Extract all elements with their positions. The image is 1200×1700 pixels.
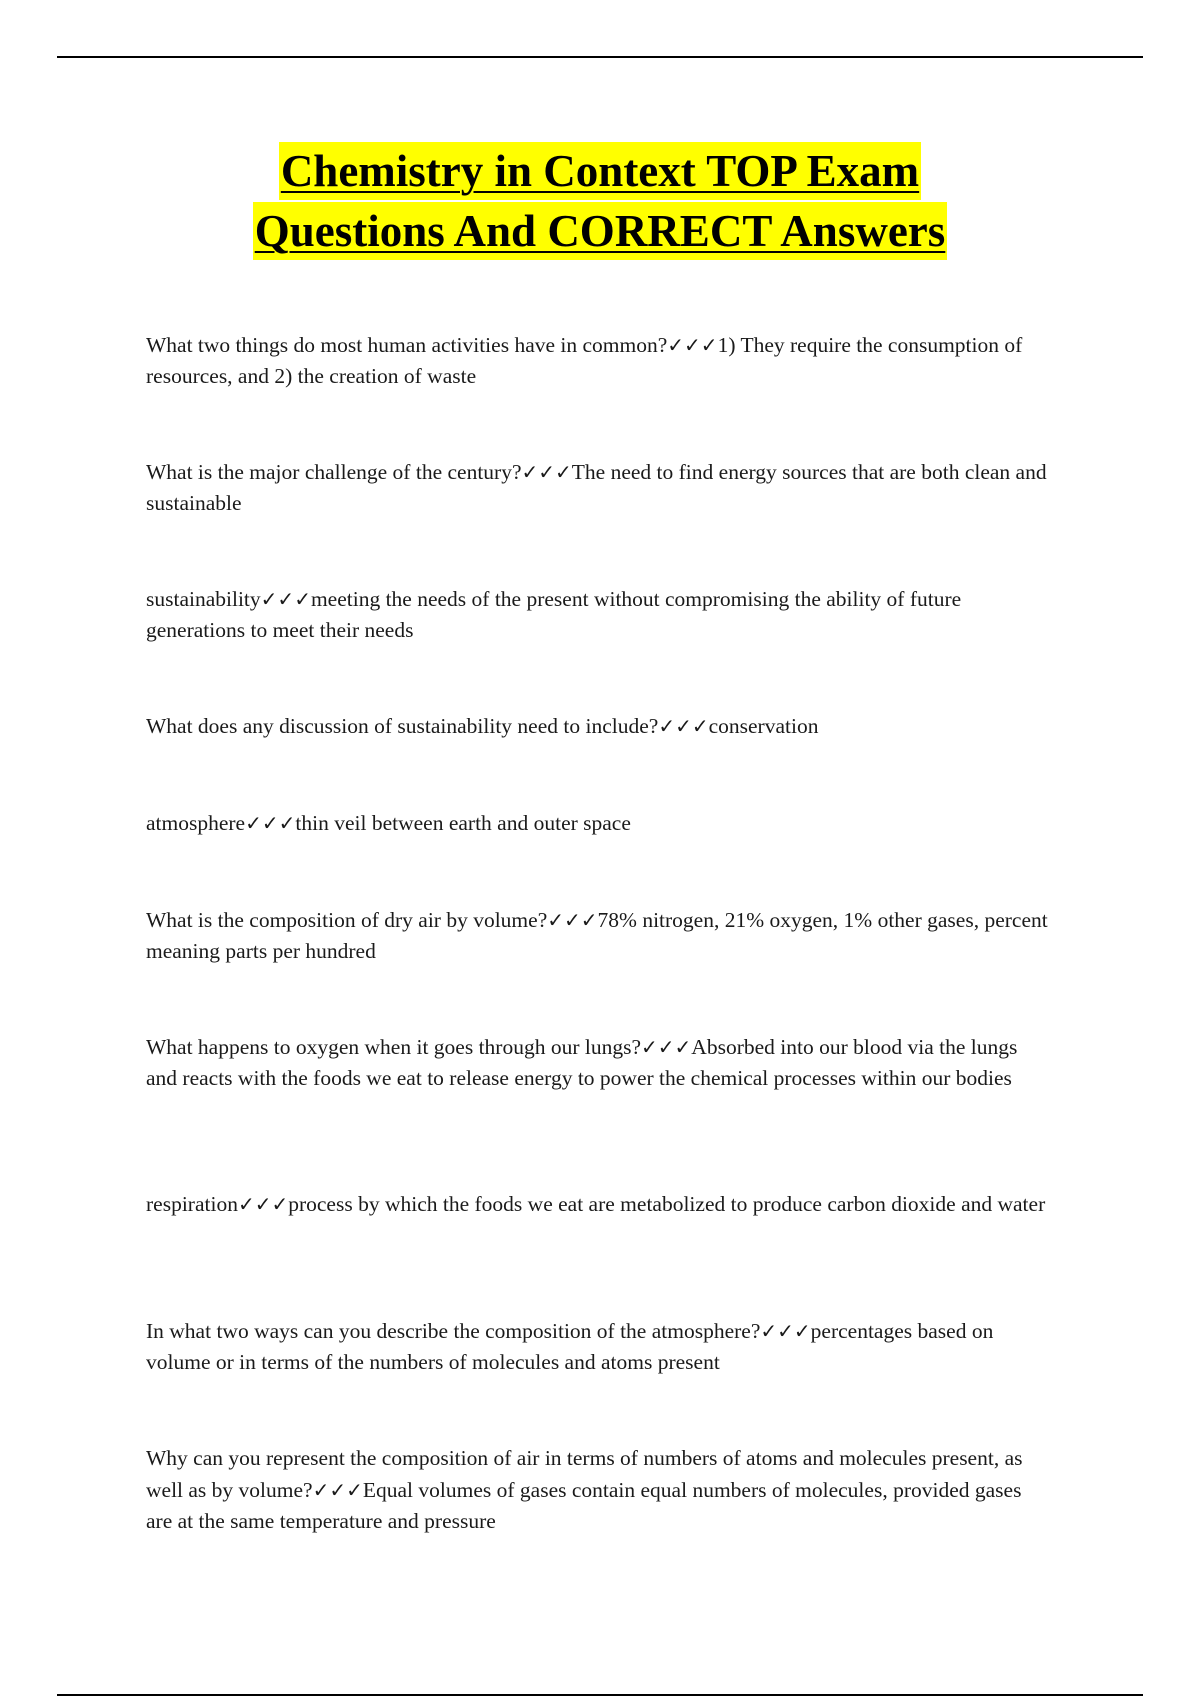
answer: Equal volumes of gases contain equal numbers of molecules, provided gases are at the same temperature and pressure: [146, 1477, 1022, 1533]
answer: conservation: [708, 714, 819, 738]
question: In what two ways can you describe the composition of the atmosphere?: [146, 1319, 761, 1343]
question: sustainability: [146, 587, 261, 611]
answer: The need to find energy sources that are both clean and sustainable: [146, 460, 1047, 515]
question: What two things do most human activities have in common?: [146, 333, 668, 357]
check-marks: ✓✓✓: [547, 908, 598, 932]
answer: process by which the foods we eat are metabolized to produce carbon dioxide and water: [288, 1192, 1046, 1216]
qa-item-3: [146, 584, 1051, 645]
question: Why can you represent the composition of air in terms of numbers of atoms and molecules present, as well as by volume?: [146, 1446, 1023, 1502]
check-marks: ✓✓✓: [667, 333, 718, 357]
check-marks: ✓✓✓: [658, 714, 709, 738]
title-line-2: Questions And CORRECT Answers: [253, 202, 948, 260]
question: What is the major challenge of the century?: [146, 460, 522, 484]
check-marks: ✓✓✓: [760, 1319, 811, 1343]
question: atmosphere: [146, 811, 246, 835]
check-marks: ✓✓✓: [312, 1477, 363, 1502]
question: What happens to oxygen when it goes through our lungs?: [146, 1035, 642, 1059]
qa-item-1: [146, 330, 1051, 391]
answer: Absorbed into our blood via the lungs and reacts with the foods we eat to release energy to power the chemical processes within our bodies: [146, 1035, 1018, 1090]
check-marks: ✓✓✓: [245, 811, 296, 835]
answer: thin veil between earth and outer space: [295, 811, 631, 835]
title-line-1: Chemistry in Context TOP Exam: [279, 142, 921, 200]
qa-item-6: [146, 905, 1051, 966]
qa-item-10: [146, 1443, 1051, 1538]
document-title: [0, 142, 1200, 260]
qa-item-7: [146, 1032, 1051, 1093]
qa-item-5: [146, 808, 1051, 839]
qa-item-9: [146, 1316, 1051, 1377]
qa-item-2: [146, 457, 1051, 518]
answer: meeting the needs of the present without compromising the ability of future generations to meet their needs: [146, 587, 962, 642]
question: What does any discussion of sustainability need to include?: [146, 714, 659, 738]
bottom-divider: [57, 1694, 1143, 1696]
check-marks: ✓✓✓: [521, 460, 572, 484]
check-marks: ✓✓✓: [237, 1192, 289, 1216]
qa-item-4: [146, 711, 1051, 742]
question: respiration: [146, 1192, 238, 1216]
check-marks: ✓✓✓: [260, 587, 311, 611]
qa-item-8: [146, 1189, 1051, 1220]
answer: percentages based on volume or in terms of the numbers of molecules and atoms present: [146, 1319, 994, 1374]
top-divider: [57, 56, 1143, 58]
check-marks: ✓✓✓: [641, 1035, 692, 1059]
answer: 78% nitrogen, 21% oxygen, 1% other gases, percent meaning parts per hundred: [146, 908, 1048, 963]
answer: 1) They require the consumption of resources, and 2) the creation of waste: [146, 333, 1023, 388]
question: What is the composition of dry air by volume?: [146, 908, 548, 932]
